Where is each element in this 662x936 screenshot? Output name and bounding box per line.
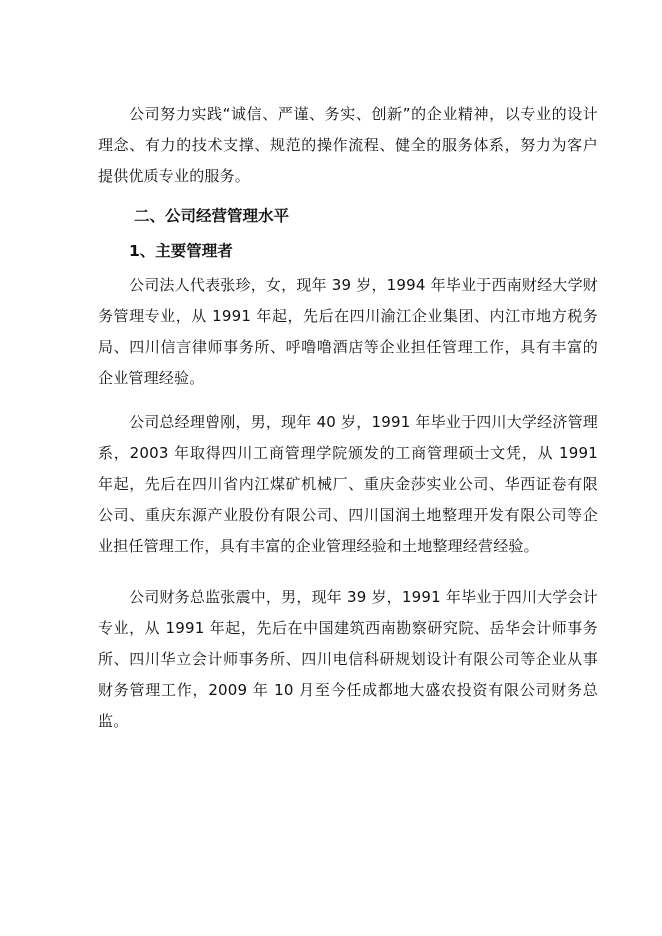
subsection-heading: 1、主要管理者 — [129, 242, 233, 260]
section-heading: 二、公司经营管理水平 — [134, 207, 290, 225]
manager-paragraph-general-manager: 公司总经理曾刚，男，现年 40 岁，1991 年毕业于四川大学经济管理系，2003 年取得四川工商管理学院颁发的工商管理硕士文凭，从 1991 年起，先后在四川省内江煤矿机械厂、重庆金莎实业公司、华西证卷有限公司、重庆东源产业股份有限公司、四川国润土地整理开发有限公司等企业担任管理工作，具有丰富的企业管理经验和土地整理经营经验。 — [98, 413, 598, 555]
manager-paragraph-cfo: 公司财务总监张震中，男，现年 39 岁，1991 年毕业于四川大学会计专业，从 1991 年起，先后在中国建筑西南勘察研究院、岳华会计师事务所、四川华立会计师事务所、四川电信科研规划设计有限公司等企业从事财务管理工作，2009 年 10 月至今任成都地大盛农投资有限公司财务总监。 — [98, 588, 598, 730]
intro-paragraph: 公司努力实践“诚信、严谨、务实、创新”的企业精神，以专业的设计理念、有力的技术支撑、规范的操作流程、健全的服务体系，努力为客户提供优质专业的服务。 — [98, 105, 598, 185]
manager-paragraph-legal-rep: 公司法人代表张珍，女，现年 39 岁，1994 年毕业于西南财经大学财务管理专业，从 1991 年起，先后在四川渝江企业集团、内江市地方税务局、四川信言律师事务所、呼噜噜酒店等企业担任管理工作，具有丰富的企业管理经验。 — [98, 276, 598, 387]
